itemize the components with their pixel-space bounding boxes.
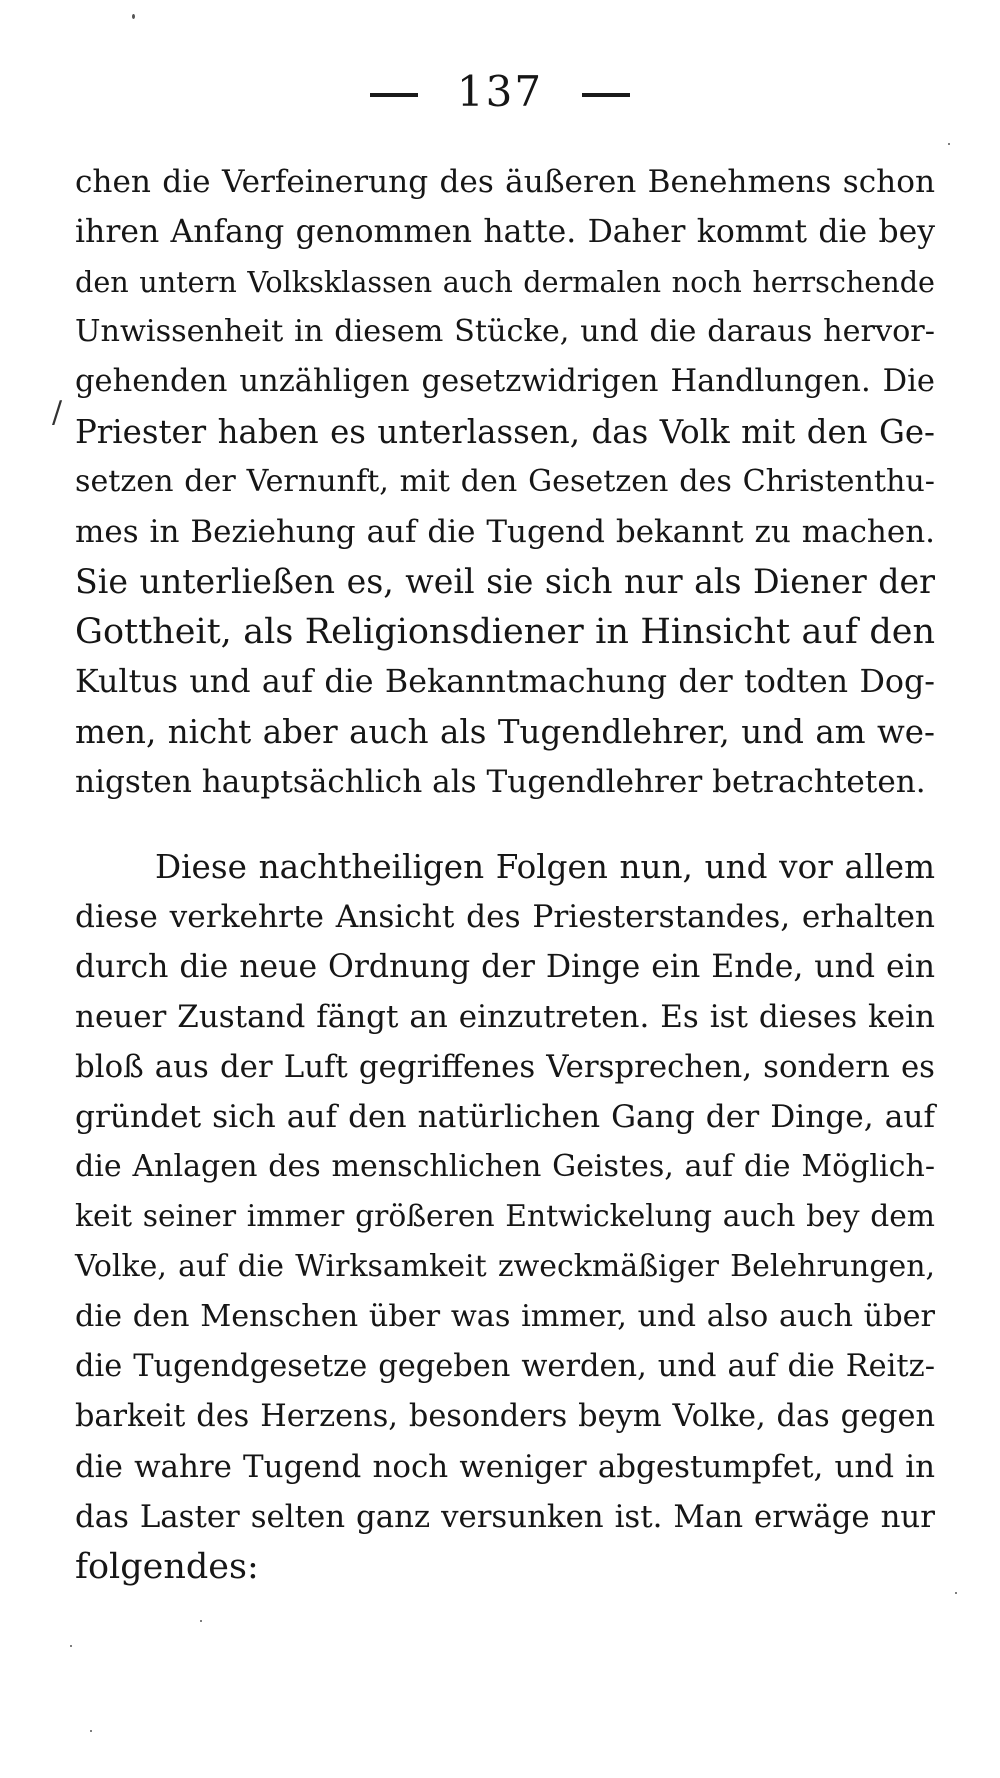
text-line: Kultus und auf die Bekanntmachung der todten Dog- [75, 664, 935, 700]
text-line: Unwissenheit in diesem Stücke, und die daraus hervor- [75, 314, 935, 349]
print-speck [90, 1730, 92, 1732]
text-line: die Anlagen des menschlichen Geistes, auf die Möglich- [75, 1149, 935, 1184]
text-line: setzen der Vernunft, mit den Gesetzen des Christenthu- [75, 464, 935, 499]
header-left-dash [370, 93, 418, 97]
text-line: men, nicht aber auch als Tugendlehrer, und am we- [75, 713, 935, 751]
header-right-dash [582, 93, 630, 97]
text-line: nigsten hauptsächlich als Tugendlehrer betrachteten. [75, 764, 926, 800]
paragraph-2 [75, 842, 935, 1592]
text-line: keit seiner immer größeren Entwickelung auch bey dem [75, 1199, 935, 1234]
text-line: folgendes: [75, 1547, 259, 1587]
print-speck [132, 14, 135, 19]
text-line: diese verkehrte Ansicht des Priesterstandes, erhalten [75, 899, 935, 935]
text-line: gründet sich auf den natürlichen Gang der Dinge, auf [75, 1099, 935, 1135]
text-line: Diese nachtheiligen Folgen nun, und vor allem [155, 848, 935, 886]
text-line: die Tugendgesetze gegeben werden, und auf die Reitz- [75, 1349, 935, 1384]
text-line: Priester haben es unterlassen, das Volk mit den Ge- [75, 413, 935, 451]
text-line: Sie unterließen es, weil sie sich nur als Diener der [75, 562, 935, 601]
text-line: die wahre Tugend noch weniger abgestumpfet, und in [75, 1449, 935, 1485]
text-line: ihren Anfang genommen hatte. Daher kommt die bey [75, 214, 935, 250]
text-line: neuer Zustand fängt an einzutreten. Es ist dieses kein [75, 999, 935, 1035]
text-line: Gottheit, als Religionsdiener in Hinsicht auf den [75, 612, 935, 652]
print-speck [200, 1620, 202, 1622]
text-line: die den Menschen über was immer, und also auch über [75, 1299, 935, 1334]
text-line: gehenden unzähligen gesetzwidrigen Handlungen. Die [75, 364, 935, 399]
text-line: barkeit des Herzens, besonders beym Volke, das gegen [75, 1399, 935, 1434]
text-line: das Laster selten ganz versunken ist. Man erwäge nur [75, 1499, 935, 1535]
text-line: Volke, auf die Wirksamkeit zweckmäßiger Belehrungen, [75, 1249, 935, 1284]
text-line: mes in Beziehung auf die Tugend bekannt zu machen. [75, 514, 935, 550]
page-number: 137 [456, 67, 544, 116]
margin-mark: / [52, 395, 63, 430]
page-header [0, 62, 1000, 122]
text-line: bloß aus der Luft gegriffenes Versprechen, sondern es [75, 1049, 935, 1085]
text-line: chen die Verfeinerung des äußeren Benehmens schon [75, 164, 935, 200]
text-line: durch die neue Ordnung der Dinge ein Ende, und ein [75, 949, 935, 985]
paragraph-1 [75, 157, 935, 807]
print-speck [948, 143, 950, 145]
text-line: den untern Volksklassen auch dermalen noch herrschende [75, 265, 935, 299]
print-speck [70, 1645, 72, 1647]
print-speck [955, 1592, 957, 1594]
